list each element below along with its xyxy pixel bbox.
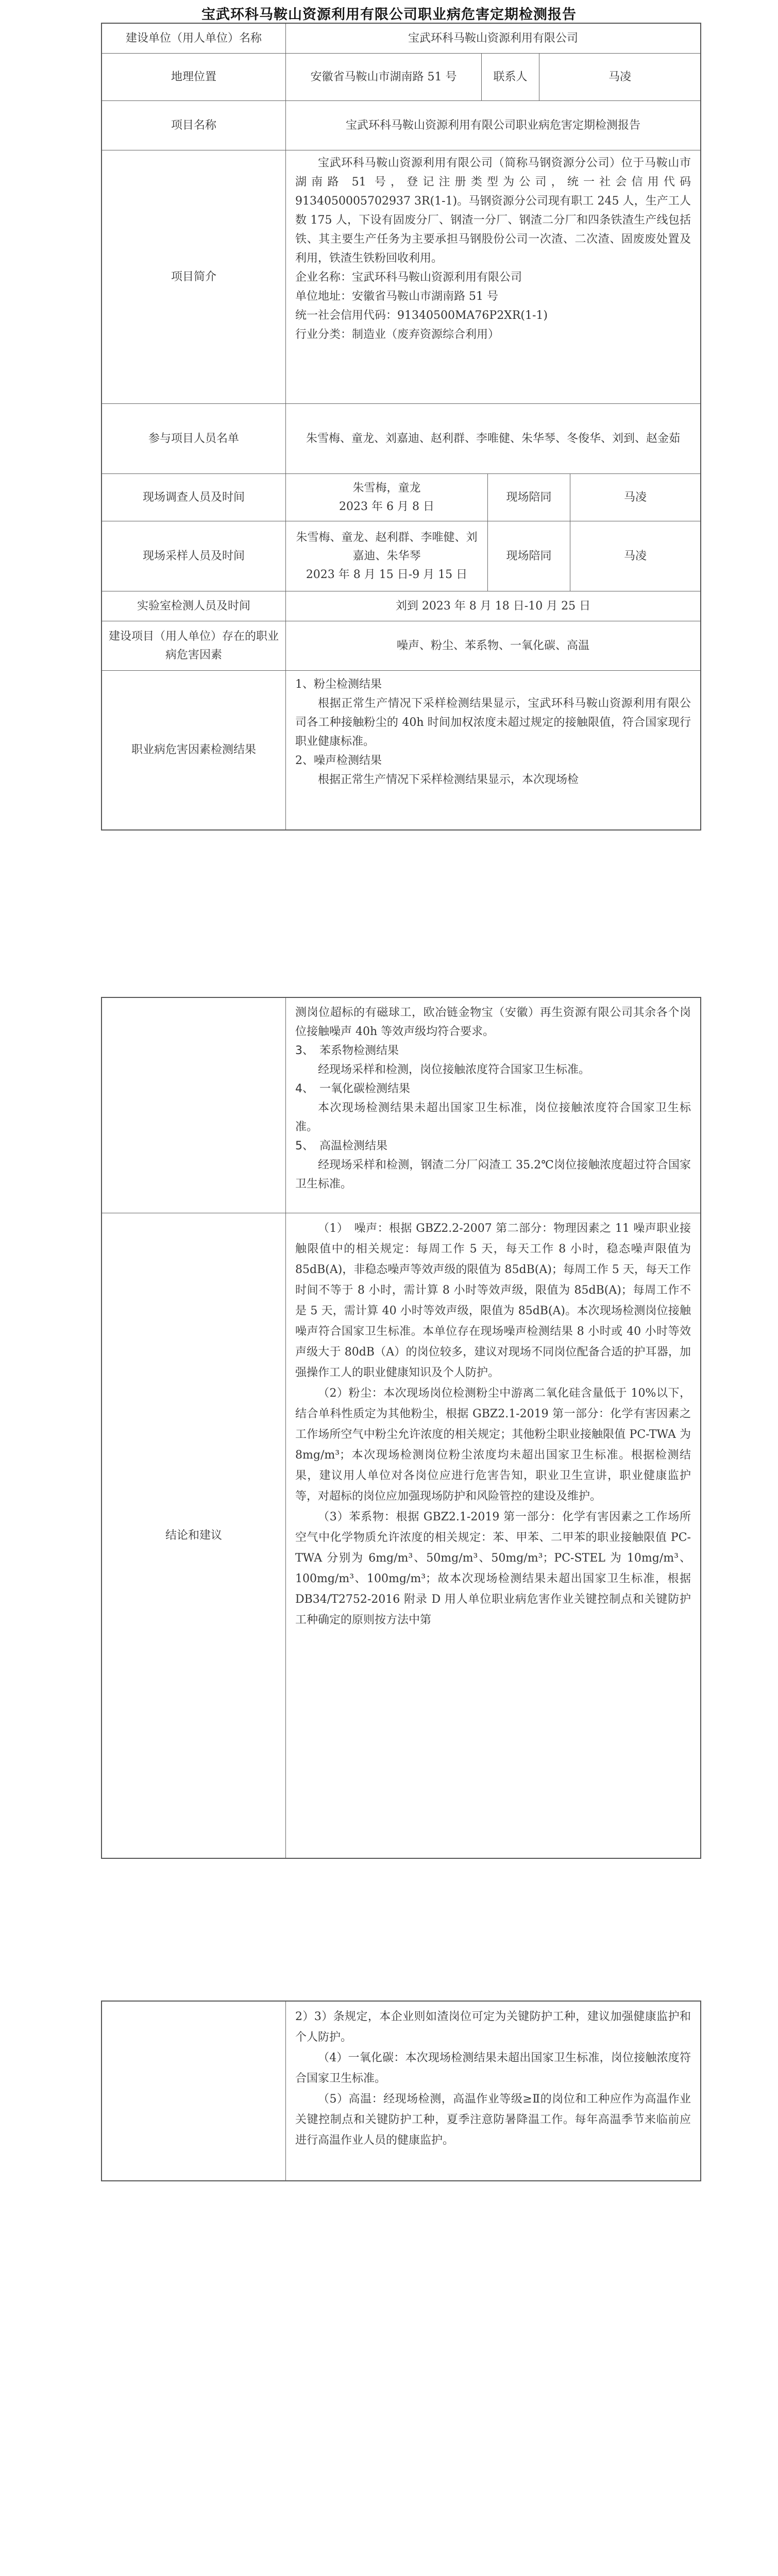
sampling-label: 现场采样人员及时间 (102, 521, 286, 591)
survey-escort-label: 现场陪同 (488, 474, 570, 521)
intro-line: 单位地址：安徽省马鞍山市湖南路 51 号 (295, 290, 498, 303)
row-survey (102, 474, 700, 521)
sampling-date: 2023 年 8 月 15 日-9 月 15 日 (306, 568, 468, 581)
sampling-escort-label: 现场陪同 (488, 521, 570, 591)
unit-value: 宝武环科马鞍山资源利用有限公司 (408, 31, 578, 45)
intro-content (286, 150, 700, 403)
participants-value: 朱雪梅、童龙、刘嘉迪、赵利群、李唯健、朱华琴、冬俊华、刘到、赵金茹 (306, 432, 680, 445)
survey-date: 2023 年 6 月 8 日 (339, 500, 434, 513)
result-label-blank (102, 998, 286, 1213)
conclusion-label-blank (102, 2002, 286, 2180)
conclusion-continued-content (286, 2002, 700, 2180)
result-line: 4、 一氧化碳检测结果 (295, 1082, 410, 1095)
conclusion-paragraph: （5）高温：经现场检测，高温作业等级≥Ⅱ的岗位和工种应作为高温作业关键控制点和关键防护工种，夏季注意防暑降温工作。每年高温季节来临前应进行高温作业人员的健康监护。 (295, 2093, 691, 2147)
sampling-escort-value: 马凌 (623, 549, 647, 563)
result-continued-content (286, 998, 700, 1213)
result-line: 本次现场检测结果未超出国家卫生标准，岗位接触浓度符合国家卫生标准。 (295, 1101, 691, 1133)
contact-label: 联系人 (482, 54, 539, 100)
conclusion-paragraph: （3）苯系物：根据 GBZ2.1-2019 第一部分：化学有害因素之工作场所空气中化学物质允许浓度的相关规定：苯、甲苯、二甲苯的职业接触限值 PC-TWA 分别为 6mg/m³、50mg/m³、50mg/m³；PC-STEL 为 10mg/m³、100mg/m³、100mg/m³；故本次现场检测结果未超出国家卫生标准，根据 DB34/T2752-2016 附录 D 用人单位职业病危害作业关键控制点和关键防护工种确定的原则按方法中第 (295, 1511, 691, 1626)
row-conclusion-continued (102, 2002, 700, 2180)
intro-line: 企业名称：宝武环科马鞍山资源利用有限公司 (295, 271, 522, 284)
row-sampling (102, 521, 700, 591)
conclusion-paragraph: （4）一氧化碳：本次现场检测结果未超出国家卫生标准，岗位接触浓度符合国家卫生标准。 (295, 2052, 691, 2085)
lab-label: 实验室检测人员及时间 (102, 591, 286, 621)
hazard-label: 建设项目（用人单位）存在的职业病危害因素 (102, 621, 286, 670)
row-project-name (102, 101, 700, 150)
conclusion-label: 结论和建议 (102, 1213, 286, 1858)
row-conclusion (102, 1213, 700, 1858)
survey-people-date (286, 474, 488, 521)
location-label: 地理位置 (102, 54, 286, 100)
report-table-part-2 (101, 997, 701, 1859)
report-title: 宝武环科马鞍山资源利用有限公司职业病危害定期检测报告 (201, 7, 577, 23)
conclusion-content (286, 1213, 700, 1858)
row-intro (102, 150, 700, 404)
result-line: 根据正常生产情况下采样检测结果显示，宝武环科马鞍山资源利用有限公司各工种接触粉尘的 40h 时间加权浓度未超过规定的接触限值，符合国家现行职业健康标准。 (295, 697, 691, 748)
unit-label: 建设单位（用人单位）名称 (102, 24, 286, 53)
result-line: 1、粉尘检测结果 (295, 678, 382, 691)
result-content (286, 671, 700, 829)
conclusion-paragraph: （2）粉尘：本次现场岗位检测粉尘中游离二氧化硅含量低于 10%以下，结合单科性质定为其他粉尘，根据 GBZ2.1-2019 第一部分：化学有害因素之工作场所空气中粉尘允许浓度的相关规定；其他粉尘职业接触限值 PC-TWA 为 8mg/m³；本次现场检测岗位粉尘浓度均未超出国家卫生标准。根据检测结果，建议用人单位对各岗位应进行危害告知，职业卫生宣讲，职业健康监护等，对超标的岗位应加强现场防护和风险管控的建设及维护。 (295, 1387, 691, 1503)
result-label: 职业病危害因素检测结果 (102, 671, 286, 829)
row-unit (102, 24, 700, 54)
result-line: 根据正常生产情况下采样检测结果显示，本次现场检 (318, 773, 579, 786)
lab-value: 刘到 2023 年 8 月 18 日-10 月 25 日 (395, 599, 591, 613)
result-line: 经现场采样和检测，钢渣二分厂闷渣工 35.2℃岗位接触浓度超过符合国家卫生标准。 (295, 1159, 691, 1191)
report-table-part-3 (101, 2001, 701, 2181)
row-result-continued (102, 998, 700, 1213)
row-location (102, 54, 700, 101)
project-name-value: 宝武环科马鞍山资源利用有限公司职业病危害定期检测报告 (345, 118, 640, 132)
row-lab (102, 591, 700, 621)
report-table-part-1 (101, 23, 701, 831)
intro-paragraph: 宝武环科马鞍山资源利用有限公司（简称马钢资源分公司）位于马鞍山市湖南路 51 号，登记注册类型为公司，统一社会信用代码9134050005702937 3R(1-1)。马钢资源分公司现有职工 245 人，生产工人数 175 人，下设有固废分厂、钢渣一分厂、钢渣二分厂和四条铁渣生产线包括铁、其主要生产任务为主要承担马钢股份公司一次渣、二次渣、固废废处置及利用，铁渣生铁粉回收利用。 (295, 157, 691, 265)
result-line: 3、 苯系物检测结果 (295, 1044, 399, 1057)
result-line: 5、 高温检测结果 (295, 1140, 387, 1153)
project-name-label: 项目名称 (102, 101, 286, 150)
result-line: 2、噪声检测结果 (295, 754, 382, 767)
survey-label: 现场调查人员及时间 (102, 474, 286, 521)
survey-people: 朱雪梅，童龙 (352, 481, 421, 495)
intro-label: 项目简介 (102, 150, 286, 403)
row-result (102, 671, 700, 829)
location-value: 安徽省马鞍山市湖南路 51 号 (286, 54, 482, 100)
hazard-value: 噪声、粉尘、苯系物、一氧化碳、高温 (396, 639, 589, 652)
contact-value: 马凌 (608, 70, 631, 83)
sampling-people-date (286, 521, 488, 591)
row-participants (102, 404, 700, 474)
sampling-people: 朱雪梅、童龙、赵利群、李唯健、刘嘉迪、朱华琴 (296, 531, 478, 563)
intro-line: 行业分类：制造业（废弃资源综合利用） (295, 328, 500, 341)
conclusion-paragraph: 2）3）条规定，本企业则如渣岗位可定为关键防护工种，建议加强健康监护和个人防护。 (295, 2010, 691, 2044)
participants-label: 参与项目人员名单 (102, 404, 286, 473)
row-hazard (102, 621, 700, 671)
survey-escort-value: 马凌 (623, 490, 647, 504)
result-line: 经现场采样和检测，岗位接触浓度符合国家卫生标准。 (318, 1063, 590, 1076)
intro-line: 统一社会信用代码：91340500MA76P2XR(1-1) (295, 309, 548, 322)
result-line: 测岗位超标的有磁球工，欧冶链金物宝（安徽）再生资源有限公司其余各个岗位接触噪声 40h 等效声级均符合要求。 (295, 1006, 691, 1038)
conclusion-paragraph: （1） 噪声：根据 GBZ2.2-2007 第二部分：物理因素之 11 噪声职业接触限值中的相关规定：每周工作 5 天，每天工作 8 小时，稳态噪声限值为 85dB(A)，非稳态噪声等效声级的限值为 85dB(A)；每周工作 5 天，每天工作时间不等于 8 小时，需计算 8 小时等效声级，限值为 85dB(A)；每周工作不是 5 天，需计算 40 小时等效声级，限值为 85dB(A)。本次现场检测岗位接触噪声符合国家卫生标准。本单位存在现场噪声检测结果 8 小时或 40 小时等效声级大于 80dB（A）的岗位较多，建议对现场不同岗位配备合适的护耳器，加强操作工人的职业健康知识及个人防护。 (295, 1222, 691, 1379)
